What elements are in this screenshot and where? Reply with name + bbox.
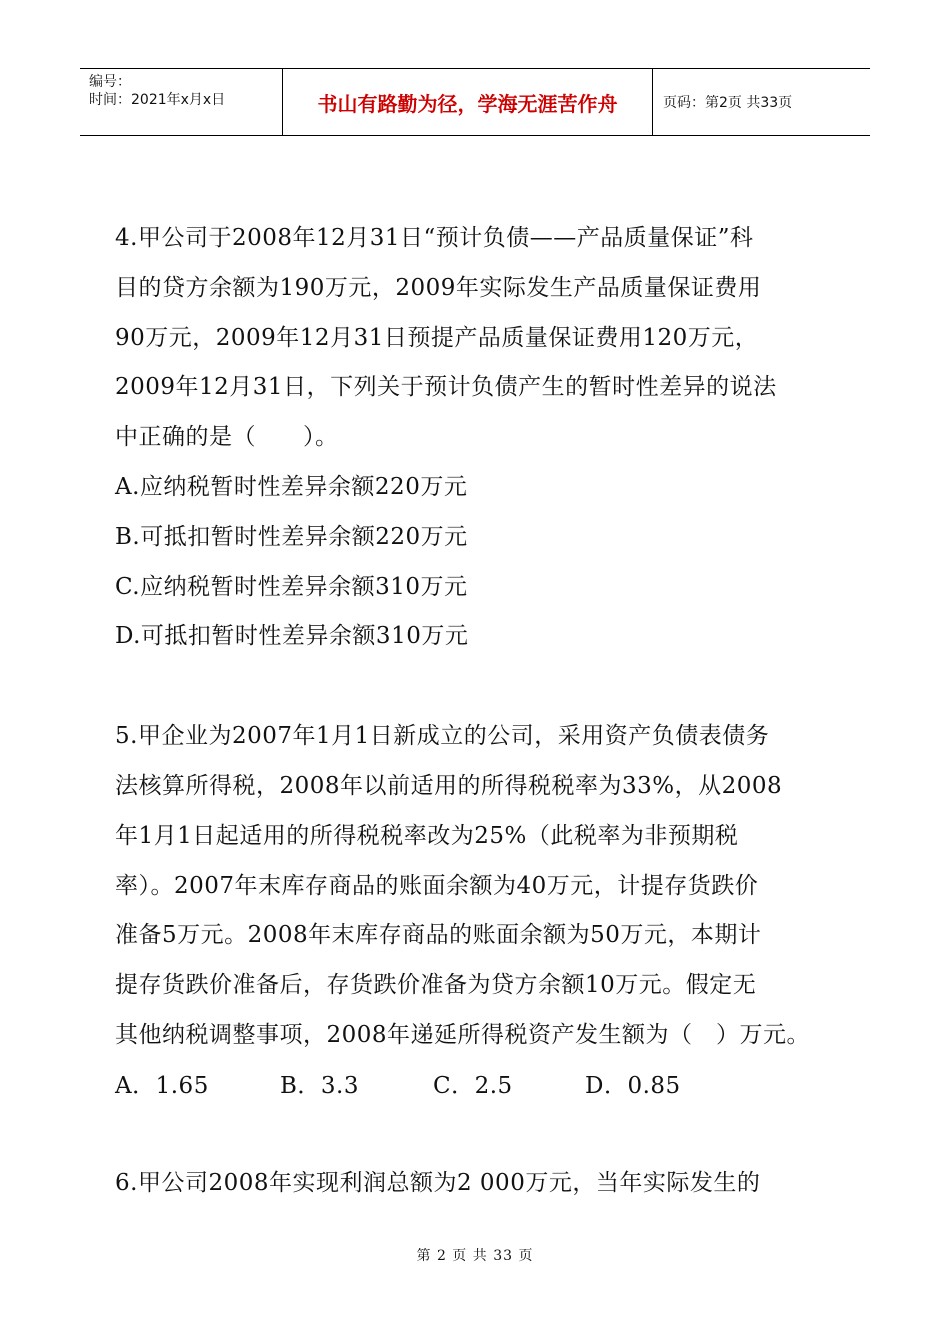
question-text-line: 法核算所得税，2008年以前适用的所得税税率为33%，从2008 bbox=[115, 772, 783, 799]
question-text-line: 率）。2007年末库存商品的账面余额为40万元，计提存货跌价 bbox=[115, 872, 759, 899]
spacer bbox=[115, 1111, 855, 1159]
question-text-line: 准备5万元。2008年末库存商品的账面余额为50万元，本期计 bbox=[115, 922, 762, 949]
question-text-line: 90万元，2009年12月31日预提产品质量保证费用120万元， bbox=[115, 324, 759, 351]
answer-options-row bbox=[115, 1061, 855, 1111]
question-text-line: 年1月1日起适用的所得税税率改为25%（此税率为非预期税 bbox=[115, 822, 739, 849]
answer-option-c: C.应纳税暂时性差异余额310万元 bbox=[115, 573, 468, 600]
answer-option-a: A.应纳税暂时性差异余额220万元 bbox=[115, 473, 468, 500]
question-text-line: 中正确的是（ ）。 bbox=[115, 424, 339, 451]
answer-option-a: A．1.65 bbox=[115, 1072, 209, 1099]
question-text-line: 目的贷方余额为190万元，2009年实际发生产品质量保证费用 bbox=[115, 274, 762, 301]
document-body bbox=[115, 214, 855, 1209]
page-header bbox=[80, 68, 870, 136]
number-label: 编号： bbox=[89, 74, 131, 90]
answer-option-d: D.可抵扣暂时性差异余额310万元 bbox=[115, 623, 469, 650]
answer-option-d: D．0.85 bbox=[585, 1072, 681, 1099]
question-text-line: 其他纳税调整事项，2008年递延所得税资产发生额为（ ）万元。 bbox=[115, 1021, 811, 1048]
question-text-line: 2009年12月31日，下列关于预计负债产生的暂时性差异的说法 bbox=[115, 374, 777, 401]
date-label: 时间：2021年x月x日 bbox=[89, 92, 226, 108]
question-text-line: 提存货跌价准备后，存货跌价准备为贷方余额10万元。假定无 bbox=[115, 972, 757, 999]
answer-option-b: B.可抵扣暂时性差异余额220万元 bbox=[115, 523, 468, 550]
header-motto: 书山有路勤为径，学海无涯苦作舟 bbox=[283, 69, 653, 135]
question-6 bbox=[115, 1159, 855, 1209]
spacer bbox=[115, 662, 855, 712]
header-meta bbox=[80, 69, 283, 135]
question-5 bbox=[115, 712, 855, 1111]
question-4 bbox=[115, 214, 855, 662]
answer-option-c: C．2.5 bbox=[433, 1072, 513, 1099]
question-text-line: 5.甲企业为2007年1月1日新成立的公司，采用资产负债表债务 bbox=[115, 723, 770, 750]
answer-option-b: B．3.3 bbox=[280, 1072, 359, 1099]
header-page-info: 页码：第2页 共33页 bbox=[663, 95, 793, 111]
question-text-line: 6.甲公司2008年实现利润总额为2 000万元，当年实际发生的 bbox=[115, 1169, 761, 1196]
page-footer: 第 2 页 共 33 页 bbox=[416, 1248, 534, 1264]
question-text-line: 4.甲公司于2008年12月31日“预计负债——产品质量保证”科 bbox=[115, 225, 754, 251]
